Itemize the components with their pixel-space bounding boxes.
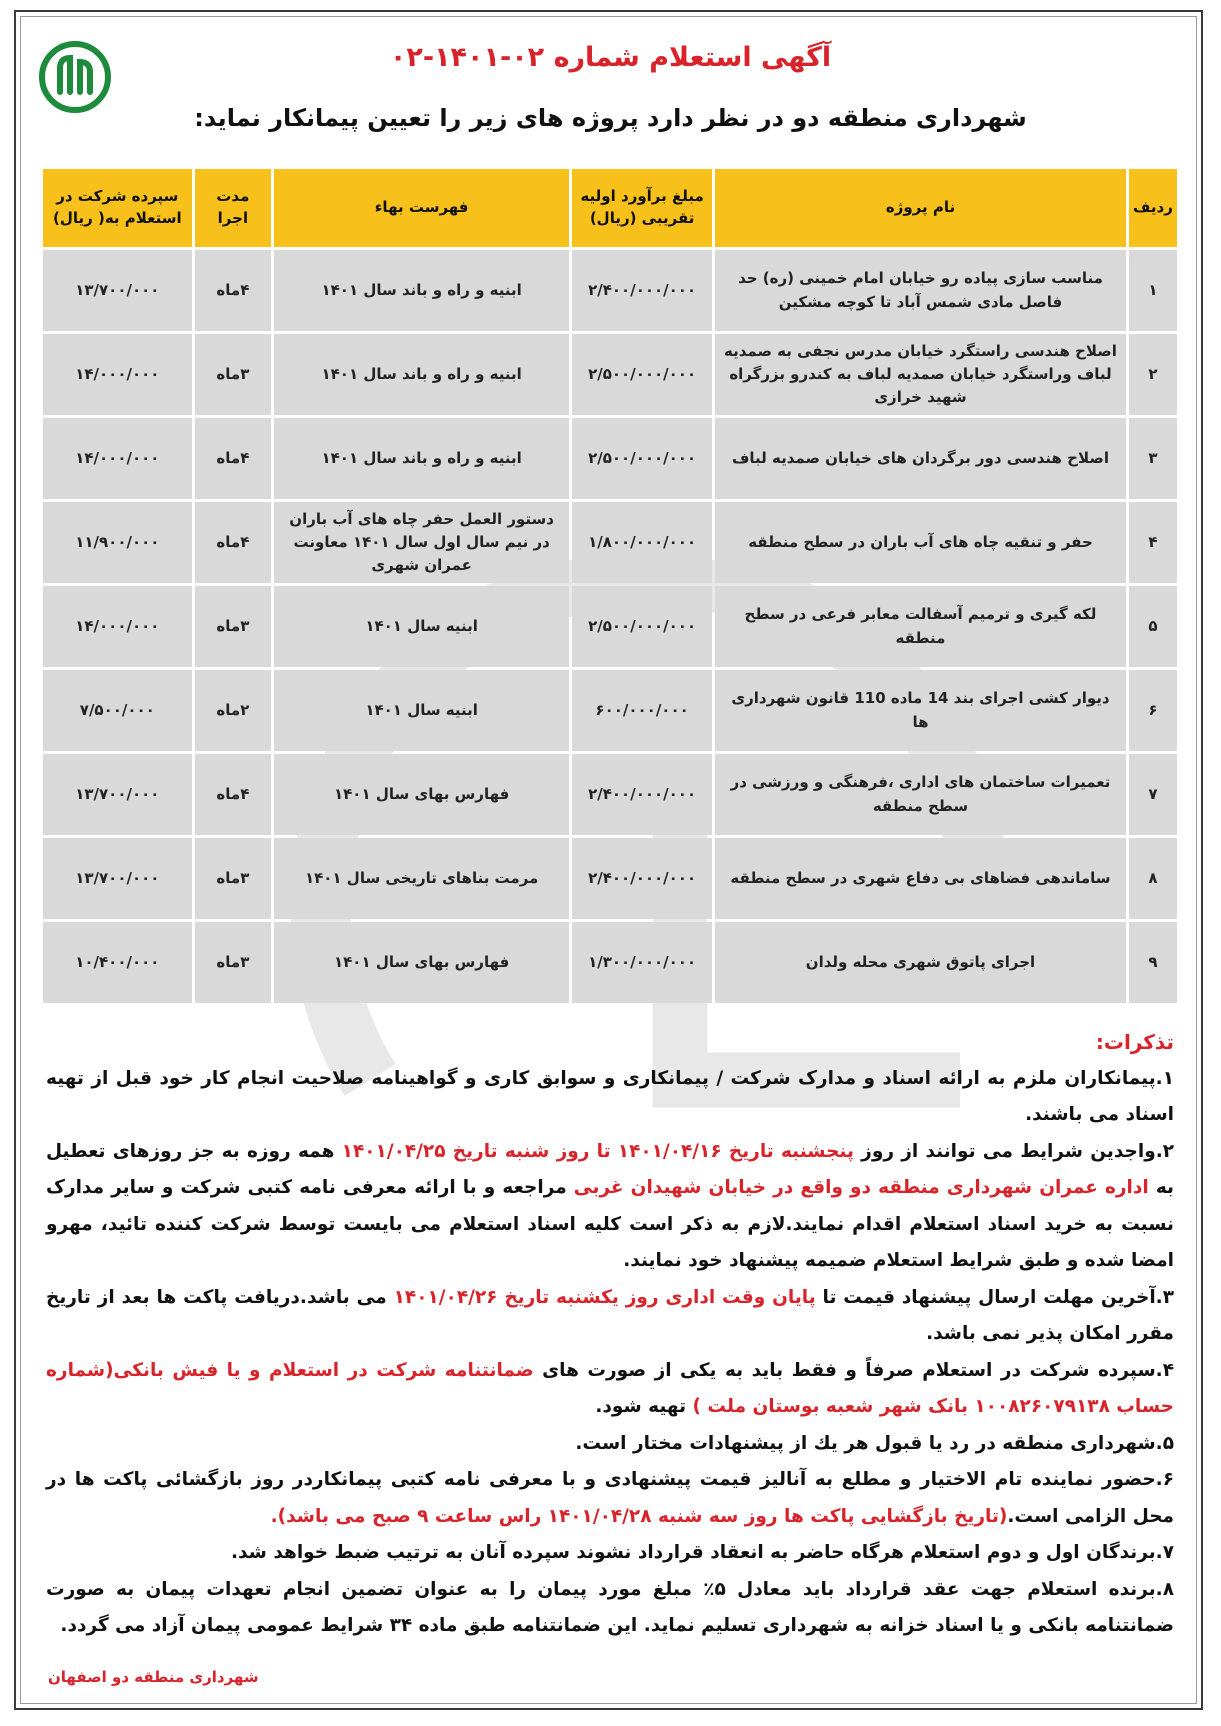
cell-deposit: ۱۳/۷۰۰/۰۰۰: [43, 754, 192, 835]
cell-estimate: ۲/۵۰۰/۰۰۰/۰۰۰: [572, 334, 712, 415]
cell-estimate: ۱/۸۰۰/۰۰۰/۰۰۰: [572, 502, 712, 583]
cell-duration: ۲ماه: [195, 670, 271, 751]
cell-duration: ۴ماه: [195, 754, 271, 835]
cell-project-name: تعمیرات ساختمان های اداری ،فرهنگی و ورزشی در سطح منطقه: [715, 754, 1126, 835]
note-6-text: ۶.حضور نماینده تام الاختیار و مطلع به آنالیز قیمت پیشنهادی و با معرفی نامه کتبی پیمانکاردر روز بازگشائی پاکت ها در محل الزامی است.: [46, 1469, 1174, 1527]
cell-deposit: ۱۳/۷۰۰/۰۰۰: [43, 250, 192, 331]
cell-row-number: ۹: [1129, 922, 1177, 1003]
cell-duration: ۴ماه: [195, 418, 271, 499]
table-row: [43, 502, 1177, 583]
note-3-text: می باشد.دریافت پاکت ها بعد از تاریخ مقرر امکان پذیر نمی باشد.: [46, 1286, 1174, 1344]
table-row: [43, 838, 1177, 919]
note-1: ۱.پیمانکاران ملزم به ارائه اسناد و مدارک شرکت / پیمانکاری و سوابق کاری و گواهینامه صلاحیت انجام کار خود قبل از تهیه اسناد می باشند.: [46, 1067, 1174, 1125]
announcement-subtitle: شهرداری منطقه دو در نظر دارد پروژه های زیر را تعیین پیمانکار نماید:: [194, 104, 1027, 132]
cell-deposit: ۷/۵۰۰/۰۰۰: [43, 670, 192, 751]
note-3-deadline: پایان وقت اداری روز یکشنبه تاریخ ۱۴۰۱/۰۴/۲۶: [393, 1286, 816, 1308]
cell-row-number: ۷: [1129, 754, 1177, 835]
cell-project-name: دیوار کشی اجرای بند 14 ماده 110 قانون شهرداری ها: [715, 670, 1126, 751]
cell-price-list: ابنیه و راه و باند سال ۱۴۰۱: [274, 250, 569, 331]
cell-deposit: ۱۱/۹۰۰/۰۰۰: [43, 502, 192, 583]
cell-price-list: ابنیه و راه و باند سال ۱۴۰۱: [274, 418, 569, 499]
note-6: [46, 1462, 1174, 1535]
note-7: ۷.برندگان اول و دوم استعلام هرگاه حاضر به انعقاد قرارداد نشوند سپرده آنان به ترتیب ضبط خواهد شد.: [230, 1542, 1174, 1563]
note-3: [46, 1280, 1174, 1353]
note-2: [46, 1134, 1174, 1280]
cell-duration: ۴ماه: [195, 502, 271, 583]
col-header-estimate: مبلغ برآورد اولیه تقریبی (ریال): [572, 169, 712, 247]
cell-project-name: اصلاح هندسی راستگرد خیابان مدرس نجفی به صمدیه لباف وراستگرد خیابان صمدیه لباف به کندرو بزرگراه شهید خرازی: [715, 334, 1126, 415]
cell-row-number: ۴: [1129, 502, 1177, 583]
col-header-project-name: نام پروژه: [715, 169, 1126, 247]
note-4: [46, 1353, 1174, 1426]
note-2-text: مراجعه و با ارائه معرفی نامه کتبی شرکت و سایر مدارک نسبت به خرید اسناد استعلام اقدام نمایند.لازم به ذکر است کلیه اسناد استعلام می بایست توسط شرکت کننده تائید، مهرو امضا شده و طبق شرایط استعلام ضمیمه پیشنهاد خود نمایند.: [46, 1177, 1174, 1271]
col-header-price-list: فهرست بهاء: [274, 169, 569, 247]
note-4-guarantee: ضمانتنامه شرکت در استعلام و یا فیش بانکی(شماره حساب ۱۰۰۸۲۶۰۷۹۱۳۸ بانک شهر شعبه بوستان ملت ): [46, 1359, 1174, 1417]
col-header-deposit: سپرده شرکت در استعلام به( ریال): [43, 169, 192, 247]
note-4-text: ۴.سپرده شرکت در استعلام صرفاً و فقط باید به یکی از صورت های: [533, 1359, 1174, 1381]
cell-duration: ۳ماه: [195, 922, 271, 1003]
announcement-title: آگهی استعلام شماره ۰۲-۱۴۰۱-۰۲: [389, 42, 832, 73]
cell-price-list: دستور العمل حفر چاه های آب باران در نیم سال اول سال ۱۴۰۱ معاونت عمران شهری: [274, 502, 569, 583]
notes-section: [46, 1024, 1174, 1645]
note-8: ۸.برنده استعلام جهت عقد قرارداد باید معادل ۵٪ مبلغ مورد پیمان را به عنوان تضمین انجام تعهدات پیمان به صورت ضمانتنامه بانکی و یا اسناد خزانه به شهرداری تسلیم نماید. این ضمانتنامه طبق ماده ۳۴ شرایط عمومی پیمان آزاد می گردد.: [46, 1578, 1174, 1636]
note-3-text: ۳.آخرین مهلت ارسال پیشنهاد قیمت تا: [815, 1286, 1174, 1308]
municipality-logo-icon: [38, 40, 112, 114]
cell-estimate: ۲/۴۰۰/۰۰۰/۰۰۰: [572, 250, 712, 331]
table-header-row: [43, 169, 1177, 247]
cell-price-list: فهارس بهای سال ۱۴۰۱: [274, 754, 569, 835]
cell-deposit: ۱۳/۷۰۰/۰۰۰: [43, 838, 192, 919]
cell-deposit: ۱۴/۰۰۰/۰۰۰: [43, 586, 192, 667]
note-6-opening-date: (تاریخ بازگشایی پاکت ها روز سه شنبه ۱۴۰۱/۰۴/۲۸ راس ساعت ۹ صبح می باشد).: [270, 1505, 1008, 1527]
table-row: [43, 334, 1177, 415]
cell-estimate: ۱/۳۰۰/۰۰۰/۰۰۰: [572, 922, 712, 1003]
table-row: [43, 586, 1177, 667]
table-row: [43, 250, 1177, 331]
cell-duration: ۳ماه: [195, 334, 271, 415]
cell-deposit: ۱۴/۰۰۰/۰۰۰: [43, 334, 192, 415]
cell-price-list: فهارس بهای سال ۱۴۰۱: [274, 922, 569, 1003]
projects-table: [40, 166, 1180, 1006]
note-4-text: تهیه شود.: [595, 1396, 693, 1417]
cell-row-number: ۲: [1129, 334, 1177, 415]
cell-deposit: ۱۰/۴۰۰/۰۰۰: [43, 922, 192, 1003]
note-5: ۵.شهرداری منطقه در رد یا قبول هر یك از پیشنهادات مختار است.: [575, 1432, 1174, 1454]
cell-duration: ۳ماه: [195, 838, 271, 919]
cell-price-list: ابنیه سال ۱۴۰۱: [274, 670, 569, 751]
cell-duration: ۴ماه: [195, 250, 271, 331]
cell-project-name: حفر و تنقیه چاه های آب باران در سطح منطقه: [715, 502, 1126, 583]
signature: شهرداری منطقه دو اصفهان: [48, 1668, 259, 1686]
cell-project-name: مناسب سازی پیاده رو خیابان امام خمینی (ره) حد فاصل مادی شمس آباد تا کوچه مشکین: [715, 250, 1126, 331]
note-2-address: اداره عمران شهرداری منطقه دو واقع در خیابان شهیدان غربی: [573, 1177, 1149, 1198]
cell-price-list: ابنیه و راه و باند سال ۱۴۰۱: [274, 334, 569, 415]
cell-estimate: ۲/۴۰۰/۰۰۰/۰۰۰: [572, 838, 712, 919]
cell-row-number: ۳: [1129, 418, 1177, 499]
col-header-duration: مدت اجرا: [195, 169, 271, 247]
note-2-dates: پنجشنبه تاریخ ۱۴۰۱/۰۴/۱۶ تا روز شنبه تاریخ ۱۴۰۱/۰۴/۲۵: [341, 1140, 854, 1162]
cell-estimate: ۲/۴۰۰/۰۰۰/۰۰۰: [572, 754, 712, 835]
notes-heading: تذکرات:: [1095, 1030, 1174, 1054]
note-2-text: ۲.واجدین شرایط می توانند از روز: [853, 1140, 1175, 1162]
col-header-row-number: ردیف: [1129, 169, 1177, 247]
cell-duration: ۳ماه: [195, 586, 271, 667]
table-row: [43, 754, 1177, 835]
cell-project-name: ساماندهی فضاهای بی دفاع شهری در سطح منطقه: [715, 838, 1126, 919]
table-row: [43, 418, 1177, 499]
cell-row-number: ۱: [1129, 250, 1177, 331]
note-2-text: همه روزه به جز روزهای تعطیل به: [46, 1140, 1175, 1198]
cell-estimate: ۲/۵۰۰/۰۰۰/۰۰۰: [572, 586, 712, 667]
cell-deposit: ۱۴/۰۰۰/۰۰۰: [43, 418, 192, 499]
cell-project-name: لکه گیری و ترمیم آسفالت معابر فرعی در سطح منطقه: [715, 586, 1126, 667]
cell-row-number: ۵: [1129, 586, 1177, 667]
cell-estimate: ۶۰۰/۰۰۰/۰۰۰: [572, 670, 712, 751]
cell-price-list: ابنیه سال ۱۴۰۱: [274, 586, 569, 667]
cell-project-name: اجرای پاتوق شهری محله ولدان: [715, 922, 1126, 1003]
cell-estimate: ۲/۵۰۰/۰۰۰/۰۰۰: [572, 418, 712, 499]
cell-row-number: ۸: [1129, 838, 1177, 919]
table-row: [43, 670, 1177, 751]
table-row: [43, 922, 1177, 1003]
cell-row-number: ۶: [1129, 670, 1177, 751]
cell-project-name: اصلاح هندسی دور برگردان های خیابان صمدیه لباف: [715, 418, 1126, 499]
cell-price-list: مرمت بناهای تاریخی سال ۱۴۰۱: [274, 838, 569, 919]
